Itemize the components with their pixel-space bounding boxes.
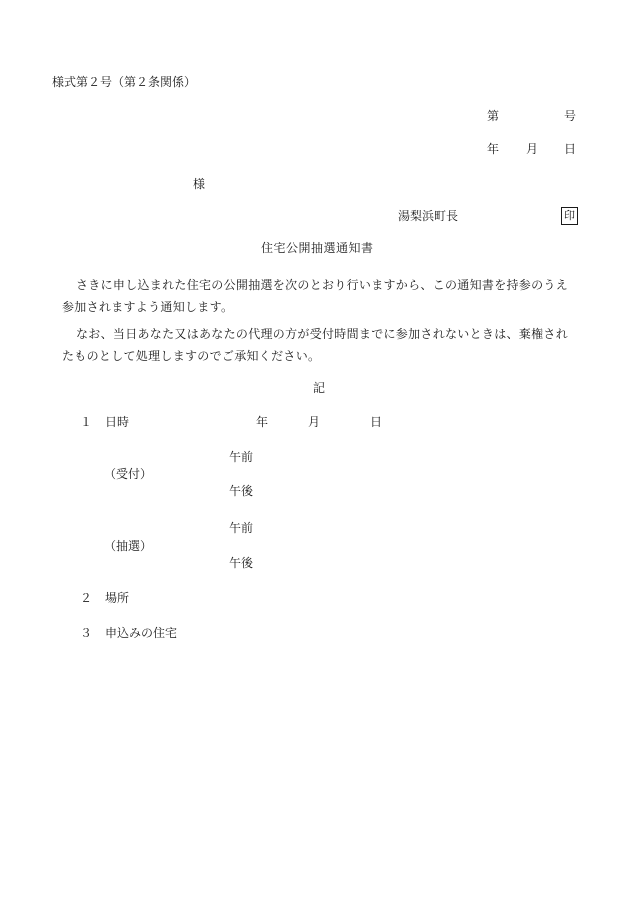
item3-number: ３ [80,626,93,640]
lottery-pm: 午後 [229,556,254,570]
date-day: 日 [564,142,577,156]
issuer-name: 湯梨浜町長 [398,209,459,223]
item1-number: １ [80,415,93,429]
item3-label: 申込みの住宅 [105,626,178,640]
document-title: 住宅公開抽選通知書 [261,241,374,255]
lottery-am: 午前 [229,521,254,535]
reception-pm: 午後 [229,484,254,498]
reception-am: 午前 [229,450,254,464]
body-paragraph-1: さきに申し込まれた住宅の公開抽選を次のとおり行いますから、この通知書を持参のうえ参加されますよう通知します。 [62,278,569,314]
item1-year: 年 [256,415,269,429]
item2-label: 場所 [105,591,130,605]
addressee-suffix: 様 [193,177,206,191]
form-number: 様式第２号（第２条関係） [52,75,197,89]
document-number-suffix: 号 [564,109,577,123]
item2-number: ２ [80,591,93,605]
seal-box: 印 [561,207,578,225]
date-month: 月 [526,142,539,156]
ki-heading: 記 [313,381,326,395]
item1-label: 日時 [105,415,130,429]
document-number-prefix: 第 [487,109,500,123]
lottery-label: （抽選） [104,539,153,553]
reception-label: （受付） [104,467,153,481]
date-year: 年 [487,142,500,156]
item1-day: 日 [370,415,383,429]
body-paragraph-2: なお、当日あなた又はあなたの代理の方が受付時間までに参加されないときは、棄権されたものとして処理しますのでご承知ください。 [62,327,569,363]
item1-month: 月 [308,415,321,429]
